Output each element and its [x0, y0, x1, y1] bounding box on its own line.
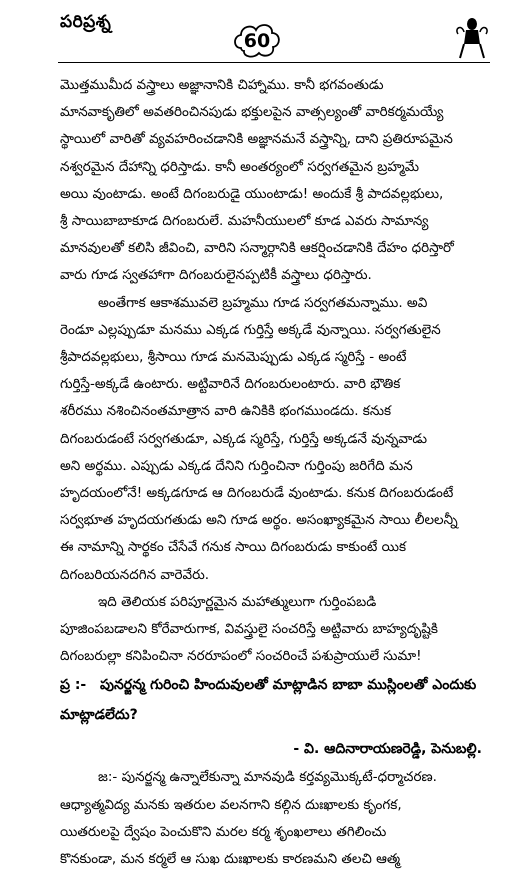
answer-label: జ:- [98, 769, 118, 786]
text-line: నశ్వరమైన దేహాన్ని ధరిస్తాడు. కానీ అంతర్యంలో సర్వగతమైన బ్రహ్మమే [60, 158, 420, 175]
answer-line: యితరులపై ద్వేషం పెంచుకొని మరల కర్మ శృంఖలాలు తగిలించు [60, 823, 387, 840]
paragraph-3 [60, 589, 490, 671]
text-line: ఈ నామాన్ని సార్థకం చేసేవే గనుక సాయి దిగంబరుడు కాకుంటే యిక [60, 539, 407, 556]
text-line: మానవులతో కలిసి జీవించి, వారిని సన్మార్గానికి ఆకర్షించడానికి దేహం ధరిస్తారో [60, 240, 454, 257]
text-line: అయి వుంటాడు. అంటే దిగంబరుడై యుంటాడు! అందుకే శ్రీ పాదవల్లభులు, [60, 185, 444, 202]
answer-block [60, 764, 490, 873]
text-line: స్థాయిలో వారితో వ్యవహరించడానికి అజ్ఞానమనే వస్త్రాన్ని, దాని ప్రతిరూపమైన [60, 131, 453, 148]
question-attribution: - వి. ఆదినారాయణరెడ్డి, పెనుబల్లి. [293, 741, 482, 758]
page-body [60, 72, 490, 873]
text-line: హృదయంలోనే! అక్కడగూడ ఆ దిగంబరుడే వుంటాడు. కనుక దిగంబరుడంటే [60, 485, 454, 502]
page-header [0, 0, 520, 68]
text-line: మానవాకృతిలో అవతరించినపుడు భక్తులపైన వాత్సల్యంతో వారికర్మమయ్యే [60, 104, 444, 121]
text-line: అంతేగాక ఆకాశమువలె బ్రహ్మము గూడ సర్వగతమన్నాము. అవి [98, 294, 428, 311]
text-line: రెండూ ఎల్లప్పుడూ మనము ఎక్కడ గుర్తిస్తే అక్కడే వున్నాయి. సర్వగతులైన [60, 321, 441, 338]
header-rule [58, 62, 490, 63]
answer-line: కొనకుండా, మన కర్మలే ఆ సుఖ దుఃఖాలకు కారణమని తలచి ఆత్మ [60, 851, 401, 868]
text-line: వారు గూడ స్వతహాగా దిగంబరులైనప్పటికీ వస్త్రాలు ధరిస్తారు. [60, 267, 372, 284]
text-line: దిగంబరుడంటే సర్వగతుడూ, ఎక్కడ స్మరిస్తే, గుర్తిస్తే అక్కడనే వున్నవాడు [60, 430, 428, 447]
running-title: పరిప్రశ్న [60, 12, 112, 32]
text-line: మొత్తముమీద వస్త్రాలు అజ్ఞానానికి చిహ్నాము. కానీ భగవంతుడు [60, 77, 384, 93]
text-line: అని అర్థము. ఎప్పుడు ఎక్కడ దేనిని గుర్తించినా గుర్తింపు జరిగేది మన [60, 457, 413, 474]
text-line: శరీరము నశించినంతమాత్రాన వారి ఉనికికి భంగముండదు. కనుక [60, 403, 392, 420]
text-line: దిగంబరుల్లా కనిపించినా నరరూపంలో సంచరించే పశుప్రాయులే సుమా! [60, 648, 422, 665]
question-label: ప్ర :- [60, 677, 87, 694]
question-line: మాట్లాడలేదు? [60, 707, 138, 724]
paragraph-2 [60, 290, 490, 589]
text-line: పూజింపబడాలని కోరేవారుగాక, వివస్త్రులై సంచరిస్తే అట్టివారు బాహ్యదృష్టికి [60, 621, 438, 638]
paragraph-1 [60, 72, 490, 290]
page-number-badge [231, 18, 283, 64]
text-line: దిగంబరియనదగిన వారెవేరు. [60, 566, 210, 583]
text-line: సర్వభూత హృదయగతుడు అని గూడ అర్థం. అసంఖ్యాకమైన సాయి లీలలన్నీ [60, 512, 458, 529]
page-number: 60 [243, 30, 271, 52]
answer-text: పునర్జన్మ ఉన్నాలేకున్నా మానవుడి కర్తవ్యమొక్కటే-ధర్మాచరణ. [121, 769, 437, 786]
question-block [60, 670, 490, 764]
question-line [60, 670, 490, 700]
answer-line [60, 764, 490, 791]
lamp-figure-icon [452, 14, 492, 66]
text-line: శ్రీ సాయిబాబాకూడ దిగంబరులే. మహనీయులలో కూడ ఎవరు సామాన్య [60, 213, 429, 230]
text-line: ఇది తెలియక పరిపూర్ణమైన మహాత్ములుగా గుర్తింపబడి [98, 593, 377, 610]
question-text: పునర్జన్మ గురించి హిందువులతో మాట్లాడిన బాబా ముస్లింలతో ఎందుకు [100, 677, 477, 694]
text-line: గుర్తిస్తే-అక్కడే ఉంటారు. అట్టివారినే దిగంబరులంటారు. వారి భౌతిక [60, 376, 401, 393]
answer-line: ఆధ్యాత్మవిద్య మనకు ఇతరుల వలనగాని కల్గిన దుఃఖాలకు కృంగక, [60, 796, 402, 813]
text-line: శ్రీపాదవల్లభులు, శ్రీసాయి గూడ మనమెప్పుడు ఎక్కడ స్మరిస్తే - అంటే [60, 349, 407, 366]
